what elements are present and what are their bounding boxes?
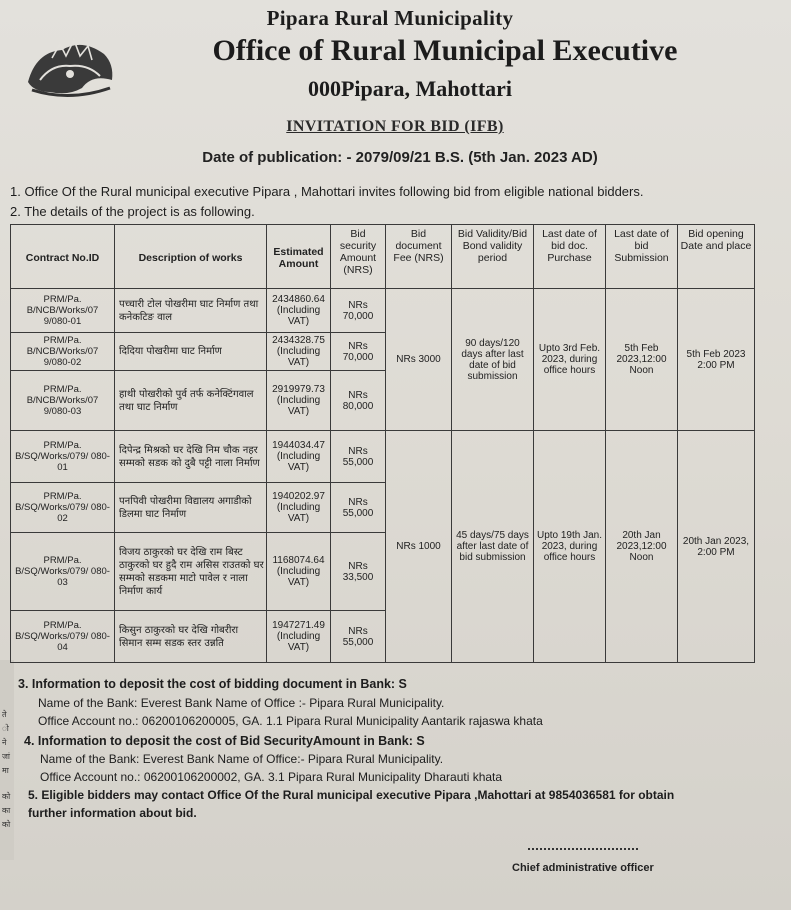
margin-char: ने [2, 738, 7, 747]
bid-security: NRs 80,000 [331, 371, 386, 431]
work-description: पच्चारी टोल पोखरीमा घाट निर्माण तथा कनेकटिङ वाल [115, 289, 267, 333]
bid-security: NRs 70,000 [331, 333, 386, 371]
bid-validity: 90 days/120 days after last date of bid submission [452, 289, 534, 431]
margin-char: का [2, 806, 11, 815]
estimated-amount: 2434860.64 (Including VAT) [267, 289, 331, 333]
office-address: 000Pipara, Mahottari [307, 76, 513, 101]
contact-line-1: 5. Eligible bidders may contact Office Of the Rural municipal executive Pipara ,Mahottari at 9854036581 for obtain [28, 788, 675, 802]
bid-validity: 45 days/75 days after last date of bid submission [452, 431, 534, 663]
signatory-title: Chief administrative officer [512, 862, 654, 874]
work-description: हाथी पोखरीको पुर्व तर्फ कनेक्टिंगवाल तथा घाट निर्माण [115, 371, 267, 431]
table-header-row [11, 225, 755, 289]
contract-id: PRM/Pa. B/NCB/Works/07 9/080-03 [11, 371, 115, 431]
margin-char: को [2, 820, 11, 829]
contract-id: PRM/Pa. B/SQ/Works/079/ 080-03 [11, 533, 115, 611]
document-fee: NRs 1000 [386, 431, 452, 663]
contract-id: PRM/Pa. B/SQ/Works/079/ 080-02 [11, 483, 115, 533]
margin-char: मा [2, 766, 9, 775]
bank2-title: 4. Information to deposit the cost of Bid SecurityAmount in Bank: S [24, 734, 425, 748]
purchase-deadline: Upto 19th Jan. 2023, during office hours [534, 431, 606, 663]
header-purchase-date: Last date of bid doc. Purchase [534, 225, 606, 289]
work-description: पनपिवी पोखरीमा विद्यालय अगाडीको डिलमा घाट निर्माण [115, 483, 267, 533]
header-validity: Bid Validity/Bid Bond validity period [452, 225, 534, 289]
bid-security: NRs 55,000 [331, 611, 386, 663]
header-document-fee: Bid document Fee (NRS) [386, 225, 452, 289]
contract-id: PRM/Pa. B/NCB/Works/07 9/080-01 [11, 289, 115, 333]
header-estimated-amount: Estimated Amount [267, 225, 331, 289]
contract-id: PRM/Pa. B/SQ/Works/079/ 080-04 [11, 611, 115, 663]
header-submission-date: Last date of bid Submission [606, 225, 678, 289]
opening-date: 20th Jan 2023, 2:00 PM [678, 431, 755, 663]
bid-security: NRs 55,000 [331, 431, 386, 483]
work-description: दिपेन्द्र मिश्रको घर देखि निम चौक नहर सम्मको सडक को दुबै पट्टी नाला निर्माण [115, 431, 267, 483]
margin-char: ो [2, 724, 9, 733]
header-bid-security: Bid security Amount (NRS) [331, 225, 386, 289]
work-description: किसुन ठाकुरको घर देखि गोबरीरा सिमान सम्म सडक स्तर उन्नति [115, 611, 267, 663]
contract-id: PRM/Pa. B/SQ/Works/079/ 080-01 [11, 431, 115, 483]
bid-details-table [10, 224, 755, 663]
contract-id: PRM/Pa. B/NCB/Works/07 9/080-02 [11, 333, 115, 371]
margin-char: ते [2, 710, 7, 719]
nepal-emblem-icon [22, 30, 118, 102]
bid-security: NRs 33,500 [331, 533, 386, 611]
purchase-deadline: Upto 3rd Feb. 2023, during office hours [534, 289, 606, 431]
table-row [11, 289, 755, 333]
header-contract-id: Contract No.ID [11, 225, 115, 289]
work-description: विजय ठाकुरको घर देखि राम बिस्ट ठाकुरको घर हुदै राम असिस राउतको घर सम्मको सडकमा माटो पावेल र नाला निर्माण कार्य [115, 533, 267, 611]
office-title: Office of Rural Municipal Executive [212, 34, 678, 67]
margin-char: जां [2, 752, 11, 761]
publication-date: Date of publication: - 2079/09/21 B.S. (5th Jan. 2023 AD) [202, 149, 598, 166]
bank2-name: Name of the Bank: Everest Bank Name of Office:- Pipara Rural Municipality. [40, 752, 444, 766]
bank2-account: Office Account no.: 06200106200002, GA. 3.1 Pipara Rural Municipality Dharauti khata [40, 770, 503, 784]
municipality-name: Pipara Rural Municipality [266, 6, 514, 30]
margin-fragments [2, 708, 10, 832]
estimated-amount: 2434328.75 (Including VAT) [267, 333, 331, 371]
submission-deadline: 20th Jan 2023,12:00 Noon [606, 431, 678, 663]
header-opening-date: Bid opening Date and place [678, 225, 755, 289]
work-description: दिदिया पोखरीमा घाट निर्माण [115, 333, 267, 371]
estimated-amount: 1944034.47 (Including VAT) [267, 431, 331, 483]
bank1-account: Office Account no.: 06200106200005, GA. 1.1 Pipara Rural Municipality Aantarik rajaswa khata [38, 714, 543, 728]
bank1-name: Name of the Bank: Everest Bank Name of Office :- Pipara Rural Municipality. [38, 696, 445, 710]
table-row [11, 431, 755, 483]
bid-security: NRs 70,000 [331, 289, 386, 333]
bank1-title: 3. Information to deposit the cost of bidding document in Bank: S [18, 677, 407, 691]
ifb-title: INVITATION FOR BID (IFB) [286, 118, 504, 135]
estimated-amount: 1947271.49 (Including VAT) [267, 611, 331, 663]
bid-security: NRs 55,000 [331, 483, 386, 533]
document-fee: NRs 3000 [386, 289, 452, 431]
submission-deadline: 5th Feb 2023,12:00 Noon [606, 289, 678, 431]
estimated-amount: 1940202.97 (Including VAT) [267, 483, 331, 533]
estimated-amount: 2919979.73 (Including VAT) [267, 371, 331, 431]
margin-char: को [2, 792, 11, 801]
contact-line-2: further information about bid. [28, 806, 197, 820]
signature-line [528, 848, 638, 850]
header-description: Description of works [115, 225, 267, 289]
intro-point-2: 2. The details of the project is as following. [10, 204, 255, 219]
intro-point-1: 1. Office Of the Rural municipal executive Pipara , Mahottari invites following bid from eligible national bidders. [10, 184, 644, 199]
opening-date: 5th Feb 2023 2:00 PM [678, 289, 755, 431]
estimated-amount: 1168074.64 (Including VAT) [267, 533, 331, 611]
